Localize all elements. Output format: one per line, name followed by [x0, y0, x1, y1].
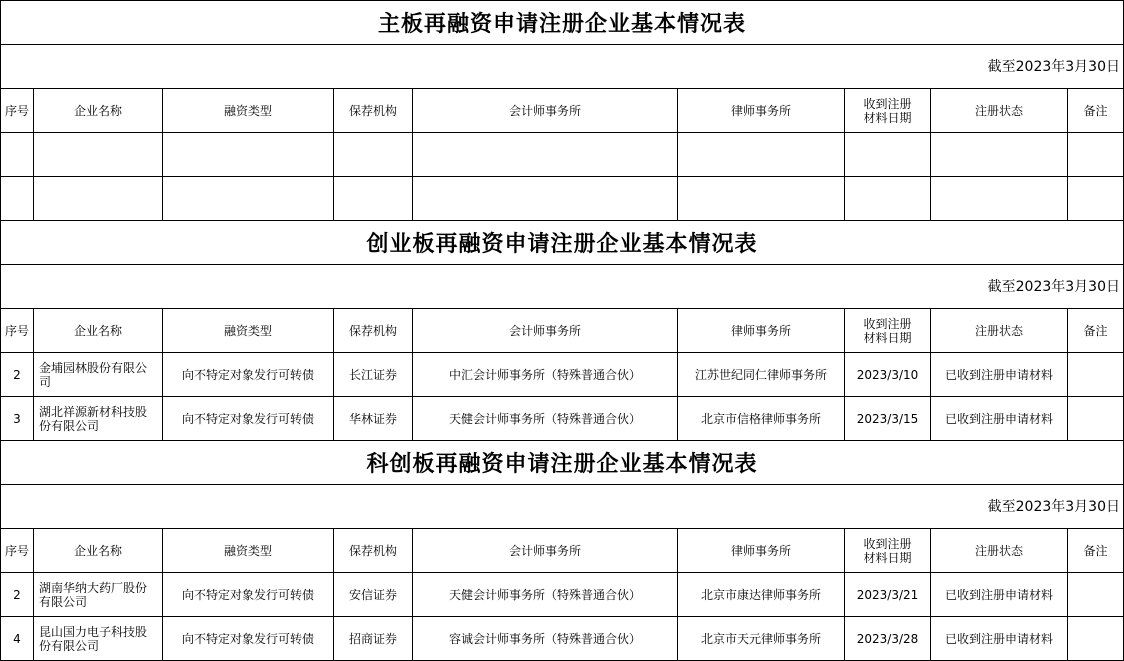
header-col-financing-type: 融资类型	[223, 323, 272, 338]
section-title: 主板再融资申请注册企业基本情况表	[377, 11, 746, 37]
col-company-name-cell[interactable]: 湖南华纳大药厂股份 有限公司	[39, 580, 148, 609]
header-col-received-date: 收到注册 材料日期	[863, 96, 912, 125]
col-index-cell[interactable]	[1, 177, 33, 220]
header-col-received-date: 收到注册 材料日期	[863, 316, 912, 345]
column-divider	[162, 308, 163, 440]
header-col-index: 序号	[4, 323, 29, 338]
col-sponsor-cell[interactable]: 招商证券	[348, 631, 397, 646]
column-divider	[412, 88, 413, 220]
header-col-remarks: 备注	[1083, 543, 1108, 558]
col-remarks-cell[interactable]	[1068, 573, 1123, 616]
col-status-cell[interactable]: 已收到注册申请材料	[944, 587, 1053, 602]
col-financing-type-cell[interactable]: 向不特定对象发行可转债	[181, 631, 314, 646]
column-divider	[677, 308, 678, 440]
col-financing-type-cell[interactable]: 向不特定对象发行可转债	[181, 587, 314, 602]
col-company-name-cell[interactable]	[34, 177, 162, 220]
col-status-cell[interactable]: 已收到注册申请材料	[944, 411, 1053, 426]
col-accounting-firm-cell[interactable]	[413, 177, 677, 220]
col-received-date-cell[interactable]	[845, 177, 930, 220]
as-of-date: 截至2023年3月30日	[987, 499, 1120, 515]
col-received-date-cell[interactable]	[845, 133, 930, 176]
col-accounting-firm-cell[interactable]: 天健会计师事务所（特殊普通合伙）	[448, 411, 641, 426]
header-col-remarks: 备注	[1083, 103, 1108, 118]
header-col-company-name: 企业名称	[73, 103, 122, 118]
col-accounting-firm-cell[interactable]: 容诚会计师事务所（特殊普通合伙）	[448, 631, 641, 646]
col-accounting-firm-cell[interactable]: 天健会计师事务所（特殊普通合伙）	[448, 587, 641, 602]
col-status-cell[interactable]: 已收到注册申请材料	[944, 631, 1053, 646]
col-received-date-cell[interactable]: 2023/3/10	[856, 367, 919, 382]
col-sponsor-cell[interactable]	[334, 133, 412, 176]
header-col-status: 注册状态	[974, 103, 1023, 118]
section-title: 创业板再融资申请注册企业基本情况表	[366, 231, 758, 257]
column-divider	[677, 88, 678, 220]
col-remarks-cell[interactable]	[1068, 617, 1123, 660]
header-col-status: 注册状态	[974, 323, 1023, 338]
col-financing-type-cell[interactable]	[163, 177, 333, 220]
col-remarks-cell[interactable]	[1068, 177, 1123, 220]
header-col-law-firm: 律师事务所	[730, 543, 791, 558]
column-divider	[162, 528, 163, 660]
col-accounting-firm-cell[interactable]	[413, 133, 677, 176]
col-sponsor-cell[interactable]: 长江证券	[348, 367, 397, 382]
header-col-law-firm: 律师事务所	[730, 323, 791, 338]
column-divider	[930, 528, 931, 660]
col-index-cell[interactable]: 2	[13, 587, 21, 602]
col-company-name-cell[interactable]: 昆山国力电子科技股 份有限公司	[39, 624, 148, 653]
col-remarks-cell[interactable]	[1068, 133, 1123, 176]
column-divider	[333, 528, 334, 660]
column-divider	[677, 528, 678, 660]
col-received-date-cell[interactable]: 2023/3/15	[856, 411, 919, 426]
col-sponsor-cell[interactable]: 华林证券	[348, 411, 397, 426]
header-col-accounting-firm: 会计师事务所	[508, 323, 581, 338]
column-divider	[33, 528, 34, 660]
header-col-sponsor: 保荐机构	[348, 103, 397, 118]
column-divider	[33, 88, 34, 220]
col-law-firm-cell[interactable]: 北京市信格律师事务所	[700, 411, 821, 426]
col-financing-type-cell[interactable]: 向不特定对象发行可转债	[181, 411, 314, 426]
col-status-cell[interactable]	[931, 177, 1067, 220]
col-status-cell[interactable]	[931, 133, 1067, 176]
col-received-date-cell[interactable]: 2023/3/28	[856, 631, 919, 646]
header-col-status: 注册状态	[974, 543, 1023, 558]
col-company-name-cell[interactable]: 金埔园林股份有限公 司	[39, 360, 148, 389]
column-divider	[844, 88, 845, 220]
col-law-firm-cell[interactable]: 北京市康达律师事务所	[700, 587, 821, 602]
section-divider	[0, 484, 1124, 485]
column-divider	[930, 308, 931, 440]
column-divider	[412, 528, 413, 660]
col-received-date-cell[interactable]: 2023/3/21	[856, 587, 919, 602]
header-col-financing-type: 融资类型	[223, 103, 272, 118]
column-divider	[844, 308, 845, 440]
col-sponsor-cell[interactable]: 安信证券	[348, 587, 397, 602]
column-divider	[412, 308, 413, 440]
header-col-sponsor: 保荐机构	[348, 543, 397, 558]
column-divider	[333, 308, 334, 440]
section-title: 科创板再融资申请注册企业基本情况表	[366, 451, 758, 477]
column-divider	[844, 528, 845, 660]
header-col-accounting-firm: 会计师事务所	[508, 103, 581, 118]
column-divider	[162, 88, 163, 220]
header-col-company-name: 企业名称	[73, 543, 122, 558]
col-index-cell[interactable]: 2	[13, 367, 21, 382]
column-divider	[333, 88, 334, 220]
column-divider	[930, 88, 931, 220]
column-divider	[33, 308, 34, 440]
header-col-financing-type: 融资类型	[223, 543, 272, 558]
col-sponsor-cell[interactable]	[334, 177, 412, 220]
column-divider	[1067, 308, 1068, 440]
header-col-remarks: 备注	[1083, 323, 1108, 338]
col-status-cell[interactable]: 已收到注册申请材料	[944, 367, 1053, 382]
col-law-firm-cell[interactable]	[678, 177, 844, 220]
header-col-received-date: 收到注册 材料日期	[863, 536, 912, 565]
col-remarks-cell[interactable]	[1068, 397, 1123, 440]
col-law-firm-cell[interactable]	[678, 133, 844, 176]
header-col-law-firm: 律师事务所	[730, 103, 791, 118]
header-col-company-name: 企业名称	[73, 323, 122, 338]
as-of-date: 截至2023年3月30日	[987, 59, 1120, 75]
col-company-name-cell[interactable]: 湖北祥源新材科技股 份有限公司	[39, 404, 148, 433]
col-index-cell[interactable]	[1, 133, 33, 176]
col-index-cell[interactable]: 3	[13, 411, 21, 426]
column-divider	[1067, 528, 1068, 660]
col-company-name-cell[interactable]	[34, 133, 162, 176]
header-col-index: 序号	[4, 543, 29, 558]
header-col-index: 序号	[4, 103, 29, 118]
col-law-firm-cell[interactable]: 江苏世纪同仁律师事务所	[694, 367, 827, 382]
as-of-date: 截至2023年3月30日	[987, 279, 1120, 295]
col-remarks-cell[interactable]	[1068, 353, 1123, 396]
header-col-accounting-firm: 会计师事务所	[508, 543, 581, 558]
col-index-cell[interactable]: 4	[13, 631, 21, 646]
header-col-sponsor: 保荐机构	[348, 323, 397, 338]
col-financing-type-cell[interactable]	[163, 133, 333, 176]
section-divider	[0, 264, 1124, 265]
column-divider	[1067, 88, 1068, 220]
col-law-firm-cell[interactable]: 北京市天元律师事务所	[700, 631, 821, 646]
col-financing-type-cell[interactable]: 向不特定对象发行可转债	[181, 367, 314, 382]
col-accounting-firm-cell[interactable]: 中汇会计师事务所（特殊普通合伙）	[448, 367, 641, 382]
section-divider	[0, 44, 1124, 45]
